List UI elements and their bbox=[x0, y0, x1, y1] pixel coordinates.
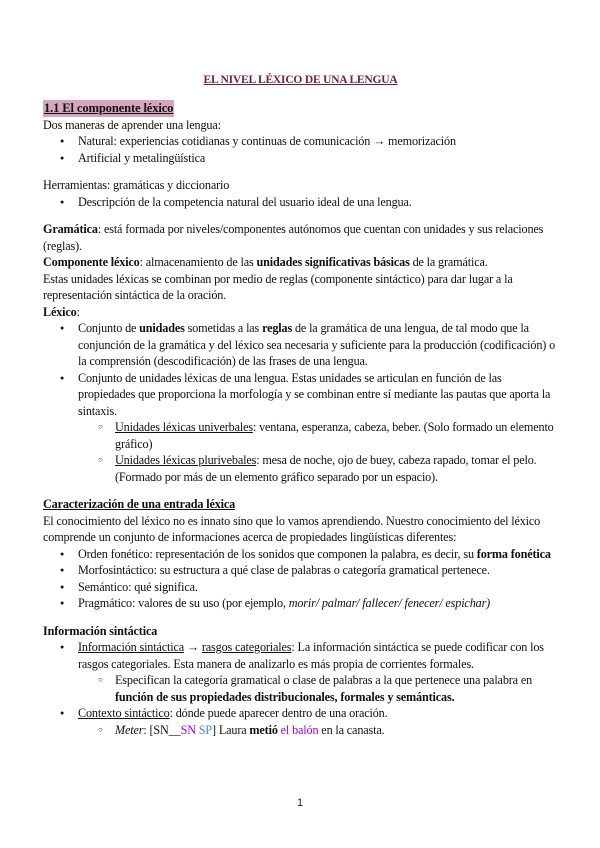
paragraph-componente-lexico bbox=[43, 254, 558, 271]
text: sometidas a las bbox=[184, 321, 263, 335]
list-item: ● Descripción de la competencia natural del usuario ideal de una lengua. bbox=[43, 194, 558, 211]
page-number: 1 bbox=[296, 797, 304, 809]
section-informacion-sintactica bbox=[43, 623, 558, 739]
list-item bbox=[43, 705, 558, 738]
term: Léxico bbox=[43, 304, 77, 319]
sub-list-item bbox=[43, 452, 558, 485]
bullet-list bbox=[43, 639, 558, 738]
sub-list-item bbox=[43, 419, 558, 452]
list-item: ● Morfosintáctico: su estructura a qué clase de palabras o categoría gramatical pertenece. bbox=[43, 562, 558, 579]
text: : ventana, esperanza, cabeza, beber. (Solo formado un elemento gráfico) bbox=[115, 420, 554, 451]
section-componente-lexico bbox=[43, 100, 558, 486]
section-heading: Caracterización de una entrada léxica bbox=[43, 497, 236, 511]
list-item: ● Artificial y metalingüística bbox=[43, 150, 558, 167]
sub-list bbox=[78, 672, 558, 705]
paragraph-gramatica bbox=[43, 221, 558, 254]
text: de la gramática. bbox=[409, 255, 488, 269]
emphasis: unidades significativas básicas bbox=[256, 255, 410, 269]
text: : La información sintáctica se puede codificar con los rasgos categoriales. Esta manera de analizarlo es más propia de corrientes formales. bbox=[78, 640, 544, 671]
paragraph: El conocimiento del léxico no es innato sino que lo vamos aprendiendo. Nuestro conocimiento del léxico comprende un conjunto de informaciones acerca de propiedades lingüísticas diferentes: bbox=[43, 513, 541, 544]
sub-list bbox=[78, 419, 558, 485]
term: rasgos categoriales bbox=[201, 640, 292, 654]
term: Componente léxico bbox=[43, 255, 140, 269]
bullet-list bbox=[43, 194, 558, 211]
text: Conjunto de bbox=[78, 321, 140, 335]
text: Orden fonético: representación de los sonidos que componen la palabra, es decir, su bbox=[78, 546, 477, 561]
text: : dónde puede aparecer dentro de una oración. bbox=[169, 706, 388, 720]
bullet-list bbox=[43, 320, 558, 485]
term: Contexto sintáctico bbox=[78, 706, 170, 720]
text: Conjunto de unidades léxicas de una lengua. Estas unidades se articulan en función de las propiedades que proporciona la morfología y se combinan entre sí mediante las pautas que aporta la sintaxis. bbox=[78, 370, 551, 418]
text: : está formada por niveles/componentes autónomos que cuentan con unidades y sus relaciones (reglas). bbox=[43, 222, 544, 253]
text: Pragmático: valores de su uso (por ejemplo, bbox=[78, 596, 289, 610]
text: Especifican la categoría gramatical o clase de palabras a la que pertenece una palabra en bbox=[115, 673, 533, 687]
list-item bbox=[43, 370, 558, 486]
text: : [SN__ bbox=[143, 722, 181, 737]
paragraph-lexico bbox=[43, 304, 558, 321]
verb: Meter bbox=[115, 722, 144, 737]
sn-example: el balón bbox=[280, 722, 319, 737]
emphasis: reglas bbox=[262, 321, 293, 335]
list-item bbox=[43, 320, 558, 370]
verb-example: metió bbox=[249, 722, 278, 737]
sub-list-item bbox=[43, 722, 558, 739]
term: Gramática bbox=[43, 222, 98, 236]
sn-label: SN bbox=[180, 722, 196, 737]
term: Unidades léxicas univerbales bbox=[115, 420, 253, 434]
sub-list-item bbox=[43, 672, 558, 705]
examples: morir/ palmar/ fallecer/ fenecer/ espichar) bbox=[288, 596, 491, 610]
list-item: ● Semántico: qué significa. bbox=[43, 579, 558, 596]
bullet-list bbox=[43, 546, 558, 612]
text: : mesa de noche, ojo de buey, cabeza rapado, tomar el pelo. (Formado por más de un elemento gráfico separado por un espacio). bbox=[115, 453, 537, 484]
bullet-list bbox=[43, 133, 558, 166]
text: ] Laura bbox=[212, 722, 250, 737]
text: de la gramática de una lengua, de tal modo que la conjunción de la gramática y del léxico sea necesaria y suficiente para la producción (codificación) o la comprensión (descodificación) de las frases de una lengua. bbox=[78, 321, 556, 368]
document-page bbox=[43, 72, 558, 738]
text: : almacenamiento de las bbox=[139, 255, 257, 269]
list-item: ● Natural: experiencias cotidianas y continuas de comunicación → memorización bbox=[43, 133, 558, 150]
sp-label: SP bbox=[198, 722, 213, 737]
section-heading: 1.1 El componente léxico bbox=[44, 100, 174, 115]
arrow: → bbox=[184, 640, 202, 654]
list-item bbox=[43, 546, 558, 563]
term: Información sintáctica bbox=[78, 640, 185, 654]
list-item bbox=[43, 595, 558, 612]
term: Unidades léxicas plurivebales bbox=[115, 453, 257, 467]
paragraph: Estas unidades léxicas se combinan por medio de reglas (componente sintáctico) para dar lugar a la representación sintáctica de la oración. bbox=[43, 271, 513, 302]
section-heading: Información sintáctica bbox=[43, 623, 158, 638]
emphasis: forma fonética bbox=[476, 546, 551, 561]
section-caracterizacion bbox=[43, 496, 558, 612]
text: en la canasta. bbox=[318, 722, 385, 737]
paragraph: Herramientas: gramáticas y diccionario bbox=[43, 178, 230, 192]
list-item bbox=[43, 639, 558, 705]
emphasis: función de sus propiedades distribucionales, formales y semánticas. bbox=[115, 689, 455, 704]
emphasis: unidades bbox=[139, 321, 185, 335]
sub-list bbox=[78, 722, 558, 739]
document-title: EL NIVEL LÉXICO DE UNA LENGUA bbox=[203, 74, 398, 86]
paragraph: Dos maneras de aprender una lengua: bbox=[43, 117, 221, 132]
text: : bbox=[76, 304, 80, 319]
